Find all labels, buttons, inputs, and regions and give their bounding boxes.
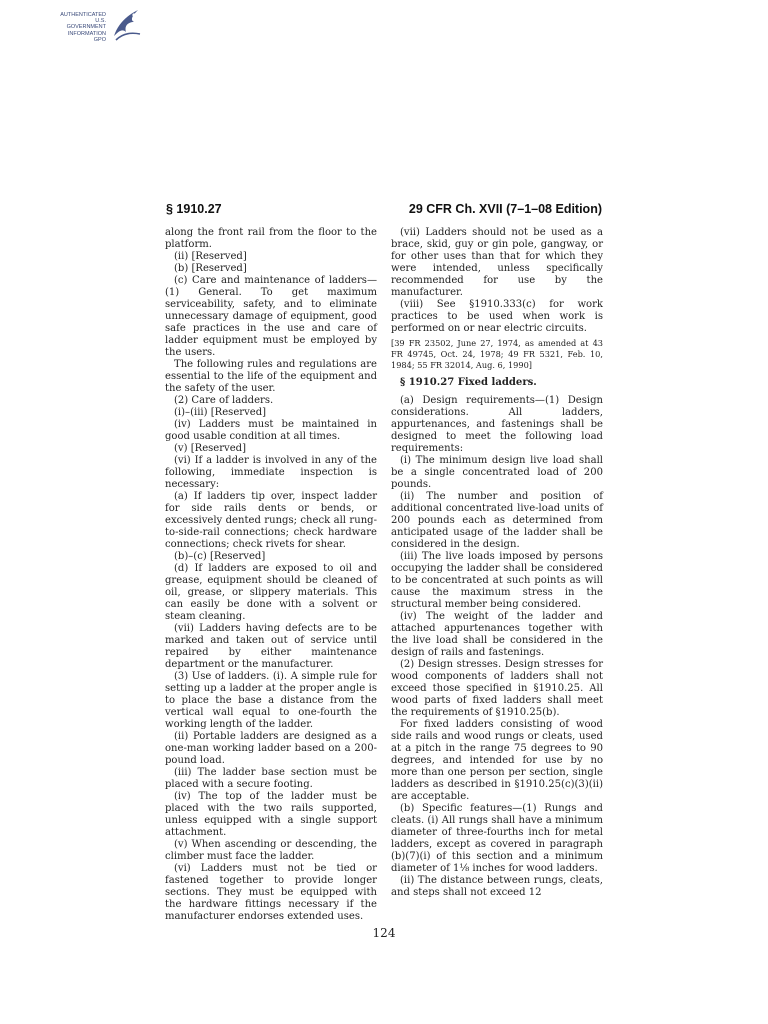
paragraph: (iv) The weight of the ladder and attached appurtenances together with the live load shall be considered in the design of rails and fastenings.	[391, 611, 603, 658]
paragraph: (b) Specific features—(1) Rungs and cleats. (i) All rungs shall have a minimum diameter of three-fourths inch for metal ladders, except as covered in paragraph (b)(7)(i) of this section and a minimum diameter of 1⅛ inches for wood ladders.	[391, 803, 603, 874]
paragraph: along the front rail from the floor to the platform.	[165, 227, 377, 250]
paragraph: (c) Care and maintenance of ladders—(1) General. To get maximum serviceability, safety, and to eliminate unnecessary damage of equipment, good safe practices in the use and care of ladder equipment must be employed by the users.	[165, 275, 377, 358]
paragraph: For fixed ladders consisting of wood side rails and wood rungs or cleats, used at a pitch in the range 75 degrees to 90 degrees, and intended for use by no more than one person per section, single ladders as described in §1910.25(c)(3)(ii) are acceptable.	[391, 719, 603, 802]
page-number: 124	[372, 926, 396, 940]
paragraph: (b)–(c) [Reserved]	[174, 551, 266, 562]
paragraph: (2) Design stresses. Design stresses for wood components of ladders shall not exceed those specified in §1910.25. All wood parts of fixed ladders shall meet the requirements of §1910.25(b).	[391, 659, 603, 718]
paragraph: (a) Design requirements—(1) Design considerations. All ladders, appurtenances, and fastenings shall be designed to meet the following load requirements:	[391, 395, 603, 454]
paragraph: (ii) [Reserved]	[174, 251, 247, 262]
edition-header: 29 CFR Ch. XVII (7–1–08 Edition)	[408, 202, 602, 216]
left-column	[165, 227, 377, 923]
paragraph: (3) Use of ladders. (i). A simple rule for setting up a ladder at the proper angle is to place the base a distance from the vertical wall equal to one-fourth the working length of the ladder.	[165, 671, 377, 730]
section-header: § 1910.27	[166, 202, 222, 216]
paragraph: (i) The minimum design live load shall be a single concentrated load of 200 pounds.	[391, 455, 603, 490]
paragraph: (v) [Reserved]	[174, 443, 247, 454]
gpo-logo-text	[56, 12, 106, 43]
paragraph: (vii) Ladders having defects are to be marked and taken out of service until repaired by either maintenance department or the manufacturer.	[165, 623, 377, 670]
paragraph: (ii) The number and position of additional concentrated live-load units of 200 pounds each as determined from anticipated usage of the ladder shall be considered in the design.	[391, 491, 603, 550]
paragraph: (2) Care of ladders.	[174, 395, 274, 406]
paragraph: (iv) The top of the ladder must be placed with the two rails supported, unless equipped with a single support attachment.	[165, 791, 377, 838]
right-column	[391, 227, 603, 899]
paragraph: (iii) The ladder base section must be placed with a secure footing.	[165, 767, 377, 790]
paragraph: The following rules and regulations are essential to the life of the equipment and the safety of the user.	[165, 359, 377, 394]
paragraph: (iv) Ladders must be maintained in good usable condition at all times.	[165, 419, 377, 442]
paragraph: (ii) Portable ladders are designed as a one-man working ladder based on a 200-pound load.	[165, 731, 377, 766]
paragraph: (d) If ladders are exposed to oil and grease, equipment should be cleaned of oil, grease, or slippery materials. This can easily be done with a solvent or steam cleaning.	[165, 563, 377, 622]
paragraph: (ii) The distance between rungs, cleats, and steps shall not exceed 12	[391, 875, 603, 898]
paragraph: (i)–(iii) [Reserved]	[174, 407, 267, 418]
paragraph: (viii) See §1910.333(c) for work practices to be used when work is performed on or near electric circuits.	[391, 299, 603, 334]
paragraph: (b) [Reserved]	[174, 263, 247, 274]
paragraph: (vi) If a ladder is involved in any of the following, immediate inspection is necessary:	[165, 455, 377, 490]
gpo-line-2: U.S. GOVERNMENT	[66, 18, 106, 31]
paragraph: (iii) The live loads imposed by persons occupying the ladder shall be considered to be concentrated at such points as will cause the maximum stress in the structural member being considered.	[391, 551, 603, 610]
citation: [39 FR 23502, June 27, 1974, as amended at 43 FR 49745, Oct. 24, 1978; 49 FR 5321, Feb. 10, 1984; 55 FR 32014, Aug. 6, 1990]	[391, 338, 603, 370]
gpo-line-4: GPO	[93, 36, 106, 43]
gpo-line-1: AUTHENTICATED	[60, 12, 106, 18]
gpo-authentication-logo	[56, 6, 146, 46]
paragraph: (a) If ladders tip over, inspect ladder for side rails dents or bends, or excessively dented rungs; check all rung-to-side-rail connections; check hardware connections; check rivets for shear.	[165, 491, 377, 550]
section-heading: § 1910.27 Fixed ladders.	[400, 377, 537, 388]
gpo-line-3: INFORMATION	[67, 30, 106, 37]
paragraph: (vii) Ladders should not be used as a brace, skid, guy or gin pole, gangway, or for other uses than that for which they were intended, unless specifically recommended for use by the manufacturer.	[391, 227, 603, 298]
paragraph: (vi) Ladders must not be tied or fastened together to provide longer sections. They must be equipped with the hardware fittings necessary if the manufacturer endorses extended uses.	[165, 863, 377, 922]
eagle-icon	[108, 6, 144, 44]
paragraph: (v) When ascending or descending, the climber must face the ladder.	[165, 839, 377, 862]
